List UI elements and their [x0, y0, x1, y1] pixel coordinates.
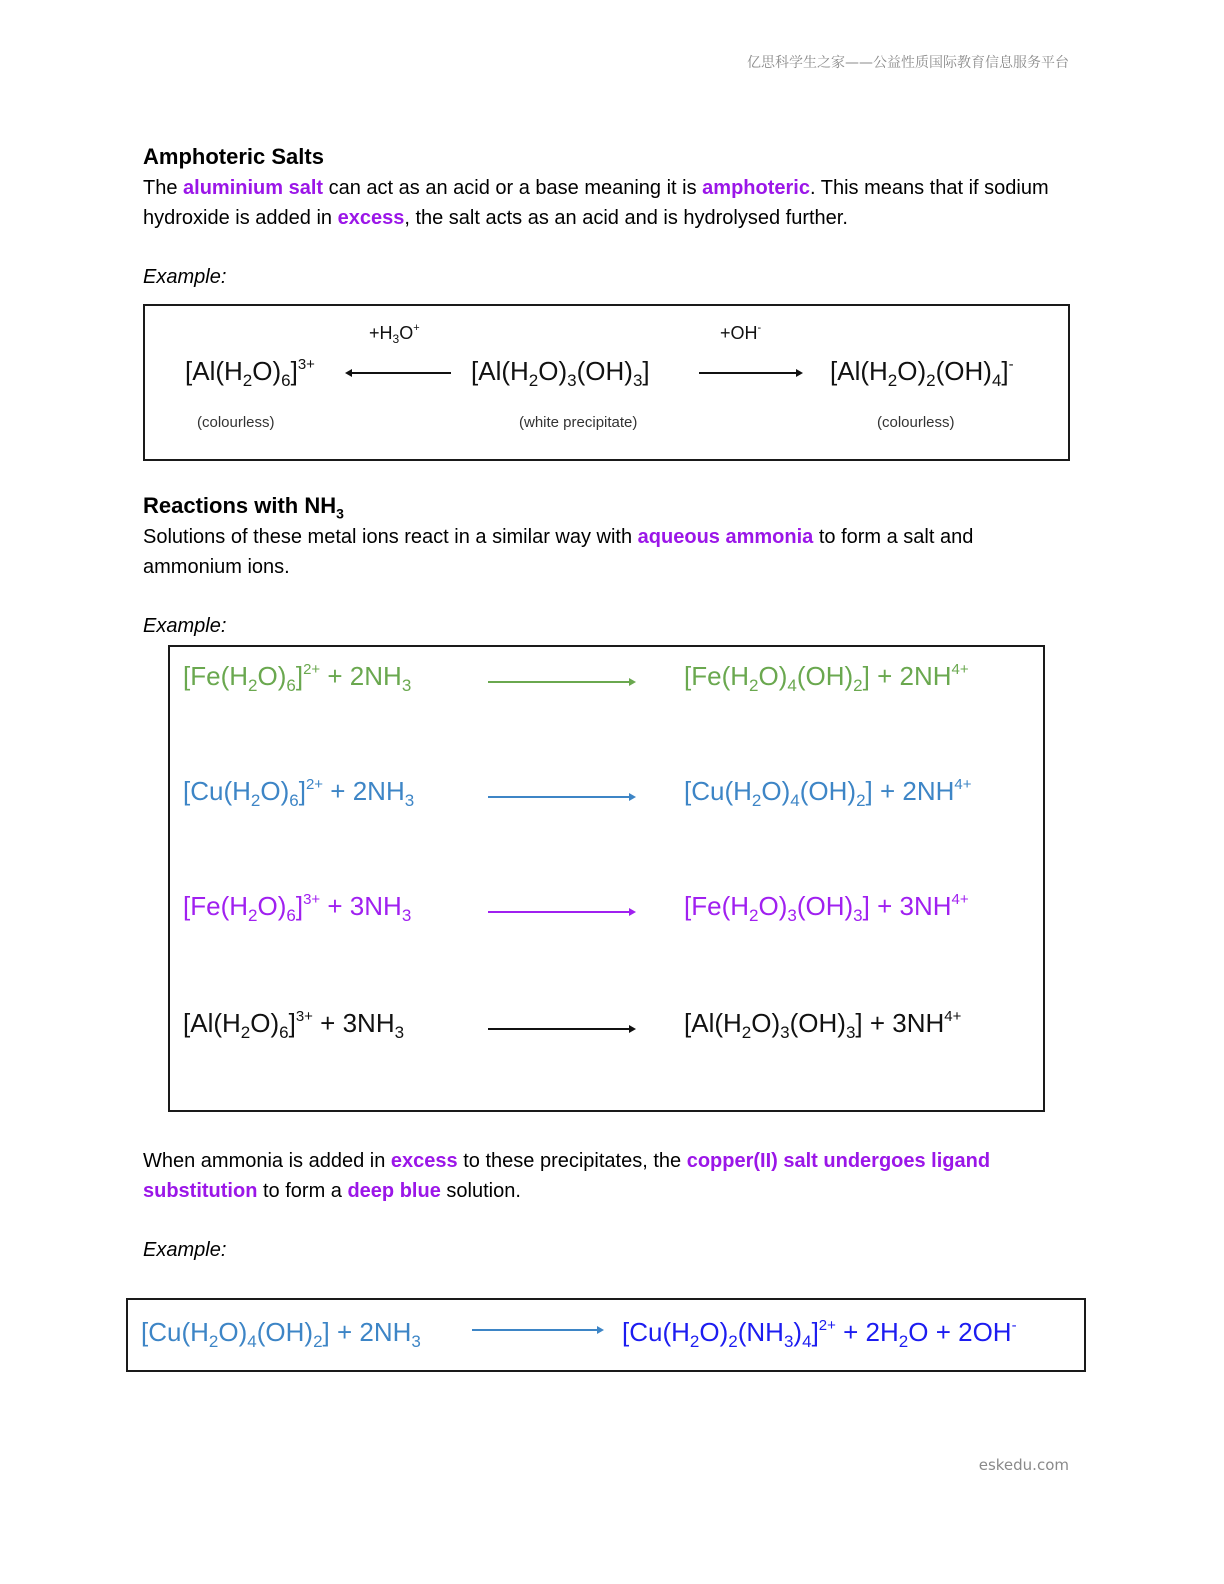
text-run: solution. [440, 1179, 521, 1202]
excess-arrow [472, 1329, 602, 1331]
text-run: can act as an acid or a base meaning it is [323, 177, 703, 199]
highlight-aqueous-ammonia: aqueous ammonia [637, 526, 814, 548]
excess-reaction-box [126, 1298, 1086, 1372]
reaction-arrow [488, 796, 634, 798]
text-run: to these precipitates, the [457, 1150, 687, 1172]
heading-text: Reactions with NH [143, 493, 337, 518]
right-formula: $[Al(H_2O)_2(OH)_4]^-$ [830, 356, 1014, 390]
highlight-excess: excess [337, 206, 405, 229]
text-run: Solutions of these metal ions react in a similar way with [143, 526, 638, 548]
page-header: 亿思科学生之家——公益性质国际教育信息服务平台 [747, 55, 1069, 71]
reaction-reactants: $[Al(H_2O)_6]^{3+} + 3NH_3$ [183, 1008, 405, 1042]
excess-products: $[Cu(H_2O)_2(NH_3)_4]^{2+} + 2H_2O + 2OH^-$ [622, 1317, 1017, 1351]
highlight-amphoteric: amphoteric [702, 177, 810, 199]
ammonia-paragraph [143, 523, 1073, 582]
section-heading-amphoteric: Amphoteric Salts [143, 144, 324, 169]
text-run: to form a [257, 1179, 348, 1202]
text-run: . This means that if sodium hydroxide is added in [143, 177, 1049, 229]
ammonia-reactions-box [168, 645, 1045, 1112]
reaction-arrow [488, 1028, 634, 1030]
reaction-products: $[Fe(H_2O)_4(OH)_2] + 2NH^{4+}$ [684, 661, 969, 695]
left-formula: $[Al(H_2O)_6]^{3+}$ [185, 356, 315, 390]
highlight-aluminium-salt: aluminium salt [183, 177, 324, 199]
excess-reactants: $[Cu(H_2O)_4(OH)_2] + 2NH_3$ [141, 1317, 421, 1351]
example-label: Example: [143, 266, 227, 288]
right-arrow [699, 372, 801, 374]
reaction-reactants: $[Cu(H_2O)_6]^{2+} + 2NH_3$ [183, 776, 415, 810]
text-run: , the salt acts as an acid and is hydrolysed further. [404, 206, 848, 229]
left-note: (colourless) [197, 414, 275, 431]
right-note: (colourless) [877, 414, 955, 431]
text-run: to form a salt and ammonium ions. [143, 526, 974, 578]
left-arrow [347, 372, 451, 374]
excess-paragraph [143, 1147, 1073, 1206]
right-arrow-label: +OH- [720, 322, 762, 343]
amphoteric-paragraph [143, 174, 1073, 233]
page-footer: eskedu.com [978, 1456, 1069, 1474]
section-heading-ammonia [143, 493, 344, 521]
reaction-reactants: $[Fe(H_2O)_6]^{3+} + 3NH_3$ [183, 891, 412, 925]
middle-formula: $[Al(H_2O)_3(OH)_3]$ [471, 356, 650, 390]
reaction-products: $[Cu(H_2O)_4(OH)_2] + 2NH^{4+}$ [684, 776, 972, 810]
amphoteric-diagram-box [143, 304, 1070, 461]
example-label: Example: [143, 615, 227, 637]
highlight-excess: excess [390, 1150, 458, 1172]
reaction-reactants: $[Fe(H_2O)_6]^{2+} + 2NH_3$ [183, 661, 412, 695]
text-run: When ammonia is added in [143, 1150, 391, 1172]
heading-subscript: 3 [336, 505, 344, 522]
left-arrow-label: $+H_3O^+$ [369, 322, 420, 346]
highlight-deep-blue: deep blue [347, 1179, 441, 1202]
reaction-arrow [488, 911, 634, 913]
reaction-arrow [488, 681, 634, 683]
highlight-ligand-substitution: copper(II) salt undergoes ligand substitution [143, 1150, 991, 1202]
example-label: Example: [143, 1239, 227, 1261]
middle-note: (white precipitate) [519, 414, 638, 431]
reaction-products: $[Fe(H_2O)_3(OH)_3] + 3NH^{4+}$ [684, 891, 969, 925]
text-run: The [143, 177, 184, 199]
reaction-products: $[Al(H_2O)_3(OH)_3] + 3NH^{4+}$ [684, 1008, 962, 1042]
